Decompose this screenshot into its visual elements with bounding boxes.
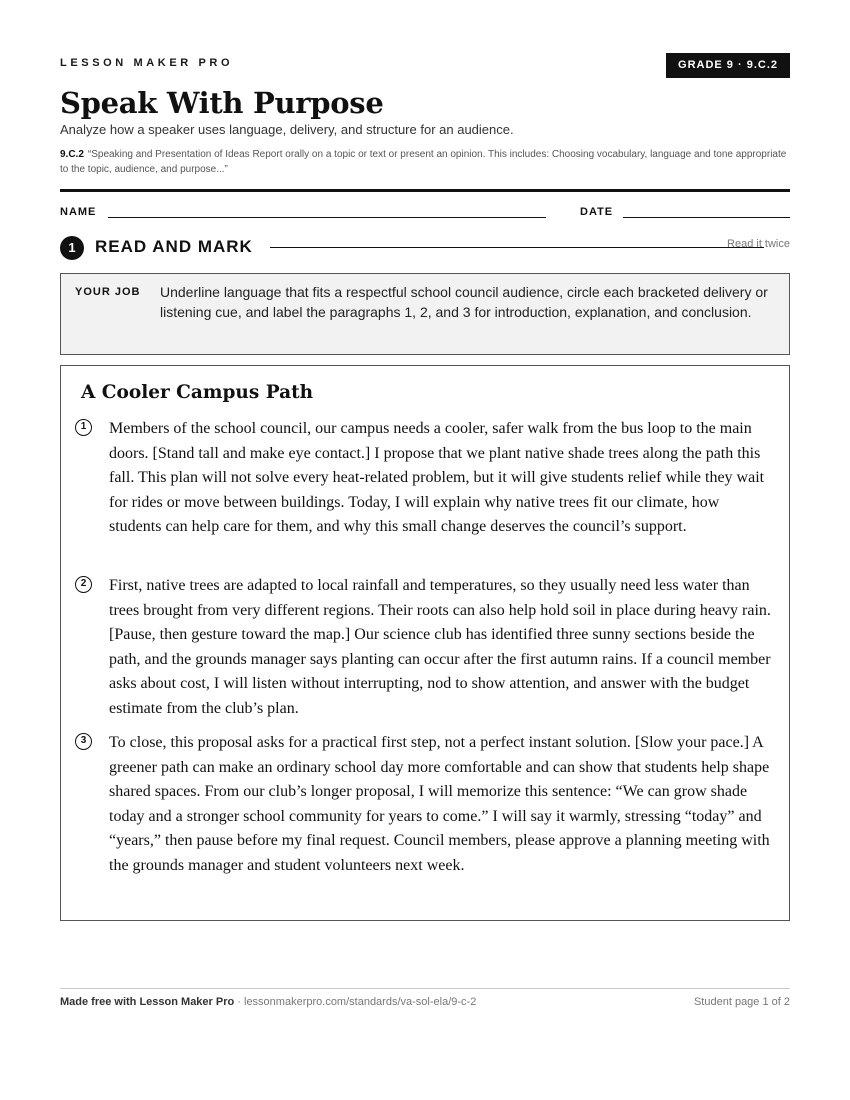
reading-title: A Cooler Campus Path bbox=[81, 382, 314, 403]
section-number-badge: 1 bbox=[60, 236, 84, 260]
reading-passage bbox=[60, 365, 790, 921]
paragraph-number: 2 bbox=[75, 576, 92, 593]
paragraph-number: 3 bbox=[75, 733, 92, 750]
standard-description bbox=[60, 147, 790, 177]
footer-divider bbox=[60, 988, 790, 989]
standard-text: “Speaking and Presentation of Ideas Report orally on a topic or text or present an opinion. This includes: Choosing vocabulary, language and tone appropriate to the topic, audience, and purpose...” bbox=[60, 149, 787, 175]
standard-code: 9.C.2 bbox=[60, 149, 84, 160]
footer-made-with: Made free with Lesson Maker Pro bbox=[60, 996, 235, 1008]
section-header bbox=[60, 235, 790, 259]
footer-page-number: Student page 1 of 2 bbox=[693, 996, 790, 1008]
your-job-box bbox=[60, 273, 790, 355]
paragraph-text: To close, this proposal asks for a practical first step, not a perfect instant solution. [Slow your pace.] A greener path can make an ordinary school day more comfortable and can show that students help shape shared spaces. From our club’s longer proposal, I will memorize this sentence: “We can grow shade today and a stronger school community for years to come.” I will say it warmly, stressing “today” and “years,” then pause before my final request. Council members, please approve a planning meeting with the grounds manager and student volunteers next week. bbox=[109, 734, 770, 874]
header-divider bbox=[60, 189, 790, 192]
your-job-label: YOUR JOB bbox=[75, 286, 141, 298]
footer-credit bbox=[60, 996, 476, 1008]
date-field-line[interactable] bbox=[623, 217, 790, 218]
page-title: Speak With Purpose bbox=[60, 86, 384, 120]
footer-url[interactable]: · lessonmakerpro.com/standards/va-sol-ela/9-c-2 bbox=[237, 996, 477, 1008]
date-label: DATE bbox=[580, 206, 614, 218]
grade-badge: GRADE 9 · 9.C.2 bbox=[666, 53, 790, 78]
section-note: Read it twice bbox=[727, 238, 790, 250]
page-subtitle: Analyze how a speaker uses language, delivery, and structure for an audience. bbox=[60, 122, 514, 137]
your-job-text: Underline language that fits a respectful school council audience, circle each bracketed delivery or listening cue, and label the paragraphs 1, 2, and 3 for introduction, explanation, and conclusion. bbox=[160, 284, 768, 320]
paragraph-text: First, native trees are adapted to local rainfall and temperatures, so they usually need less water than trees brought from very different regions. Their roots can also help hold soil in place during heavy rain. [Pause, then gesture toward the map.] Our science club has identified three sunny sections beside the path, and the grounds manager says planting can occur after the first autumn rains. If a council member asks about cost, I will listen without interrupting, nod to show attention, and answer with the budget estimate from the club’s plan. bbox=[109, 577, 771, 717]
name-label: NAME bbox=[60, 206, 97, 218]
paragraph-text: Members of the school council, our campus needs a cooler, safer walk from the bus loop to the main doors. [Stand tall and make eye contact.] I propose that we plant native shade trees along the path this fall. This plan will not solve every heat-related problem, but it will give students relief while they wait for rides or move between buildings. Today, I will explain why native trees fit our climate, how students can help care for them, and why this small change deserves the council’s support. bbox=[109, 420, 765, 536]
brand-name: LESSON MAKER PRO bbox=[60, 57, 234, 69]
section-rule bbox=[270, 247, 764, 248]
name-field-line[interactable] bbox=[108, 217, 546, 218]
paragraph-number: 1 bbox=[75, 419, 92, 436]
section-title: READ AND MARK bbox=[95, 237, 253, 256]
